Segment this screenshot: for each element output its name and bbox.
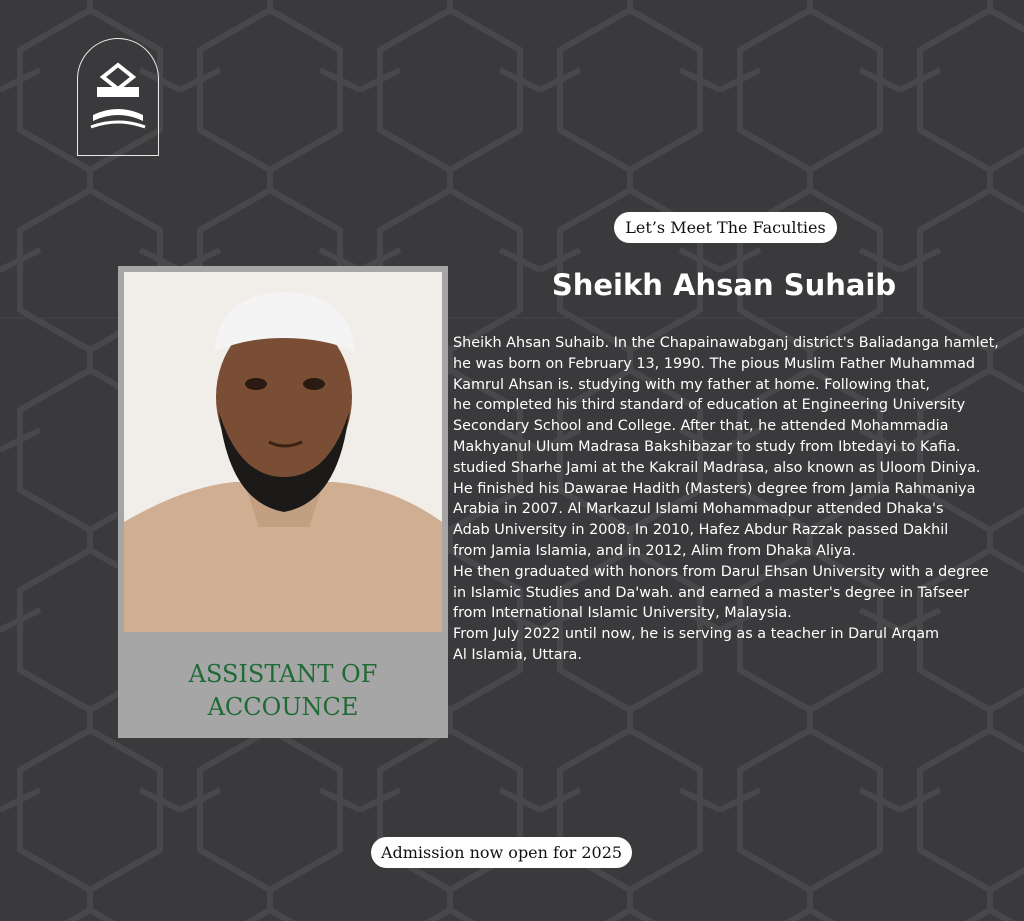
faculty-card bbox=[118, 266, 448, 738]
faculty-name: Sheikh Ahsan Suhaib bbox=[551, 268, 897, 302]
faculty-photo bbox=[124, 272, 442, 632]
school-logo bbox=[77, 38, 159, 156]
role-line-2: ACCOUNCE bbox=[207, 693, 359, 721]
tagline-pill: Let’s Meet The Faculties bbox=[614, 212, 837, 243]
portrait-illustration bbox=[124, 272, 442, 632]
logo-emblem-icon bbox=[83, 57, 153, 137]
admission-pill: Admission now open for 2025 bbox=[371, 837, 632, 868]
role-line-1: ASSISTANT OF bbox=[188, 660, 378, 688]
faculty-bio: Sheikh Ahsan Suhaib. In the Chapainawabganj district's Baliadanga hamlet, he was born on February 13, 1990. The pious Muslim Father Muhammad Kamrul Ahsan is. studying with my father at home. Following that, he completed his third standard of education at Engineering University Secondary School and College. After that, he attended Mohammadia Makhyanul Ulum Madrasa Bakshibazar to study from Ibtedayi to Kafia. studied Sharhe Jami at the Kakrail Madrasa, also known as Uloom Diniya. He finished his Dawarae Hadith (Masters) degree from Jamia Rahmaniya Arabia in 2007. Al Markazul Islami Mohammadpur attended Dhaka's Adab University in 2008. In 2010, Hafez Abdur Razzak passed Dakhil from Jamia Islamia, and in 2012, Alim from Dhaka Aliya. He then graduated with honors from Darul Ehsan University with a degree in Islamic Studies and Da'wah. and earned a master's degree in Tafseer from International Islamic University, Malaysia. From July 2022 until now, he is serving as a teacher in Darul Arqam Al Islamia, Uttara. bbox=[453, 335, 999, 663]
faculty-role bbox=[118, 658, 448, 724]
